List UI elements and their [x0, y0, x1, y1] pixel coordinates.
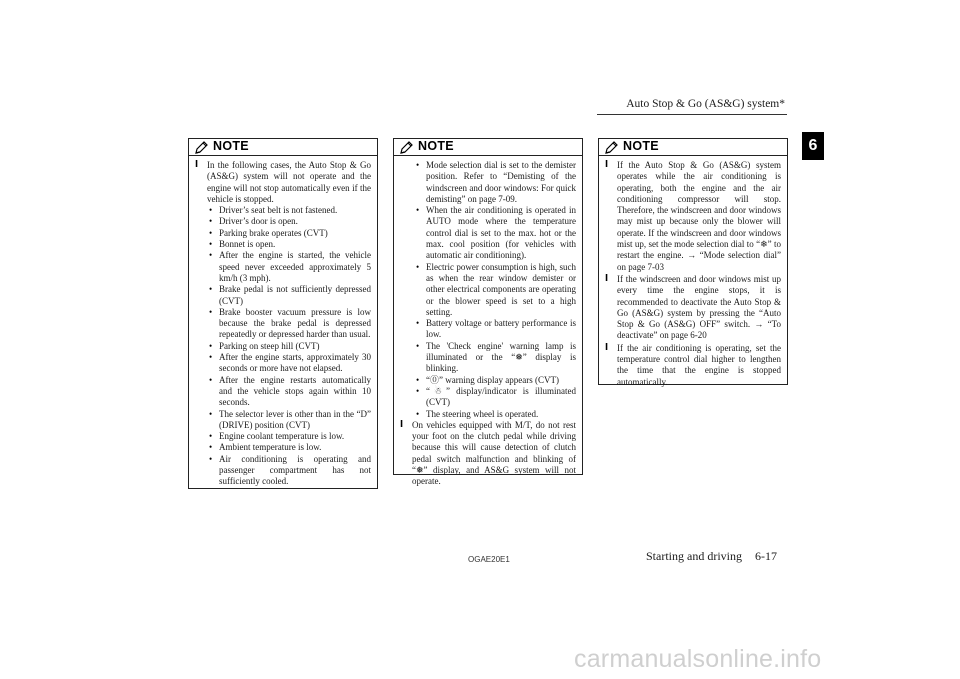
- sub-item: • Electric power consumption is high, such as when the rear window demister or other electrical components are operating or the blower speed is set to a high setting.: [416, 261, 576, 317]
- sub-item: • Brake pedal is not sufficiently depressed (CVT): [209, 284, 371, 306]
- sub-item: • Parking brake operates (CVT): [209, 227, 328, 238]
- sub-item: • Mode selection dial is set to the demister position. Refer to “Demisting of the windscreen and door windows: For quick demisting” on page 7-09.: [416, 160, 576, 204]
- sub-item: • Ambient temperature is low.: [209, 442, 322, 453]
- sub-item: • Battery voltage or battery performance is low.: [416, 318, 576, 340]
- note-pencil-icon: [195, 140, 209, 154]
- note-item: [605, 160, 781, 273]
- header-rule: [597, 114, 787, 115]
- filled-bullet-icon: l: [605, 342, 609, 353]
- sub-item: • Brake booster vacuum pressure is low because the brake pedal is depressed repeatedly or depressed harder than usual.: [209, 306, 371, 340]
- note-header: [394, 139, 582, 156]
- sub-item: • Driver’s door is open.: [209, 216, 298, 227]
- sub-item: • The selector lever is other than in the “D” (DRIVE) position (CVT): [209, 408, 371, 430]
- note-item: [605, 274, 781, 342]
- filled-bullet-icon: l: [195, 160, 199, 170]
- sub-list: [207, 205, 371, 487]
- note-item-text: If the Auto Stop & Go (AS&G) system operates while the air conditioning is operating, both the engine and the air conditioning compressor will stop. Therefore, the windscreen and door windows may mist up because only the blower will operate. If the windscreen and door windows mist up, set the mode selection dial to “❄” to restart the engine. → “Mode selection dial” on page 7-03: [617, 160, 781, 272]
- sub-item: • Driver’s seat belt is not fastened.: [209, 205, 338, 216]
- note-header: [189, 139, 377, 156]
- sub-item: • The steering wheel is operated.: [416, 408, 539, 419]
- sub-item: • “⓪” warning display appears (CVT): [416, 374, 559, 385]
- watermark: carmanualsonline.info: [574, 645, 822, 673]
- note-pencil-icon: [400, 140, 414, 154]
- page-number: 6-17: [755, 549, 777, 563]
- sub-item: • Bonnet is open.: [209, 239, 276, 250]
- sub-item: • Air conditioning is operating and passenger compartment has not sufficiently cooled.: [209, 453, 371, 487]
- note-item: [605, 343, 781, 388]
- filled-bullet-icon: l: [400, 419, 404, 430]
- note-item-text: If the air conditioning is operating, set the temperature control dial higher to lengthen the time that the engine is stopped automatically.: [617, 342, 781, 387]
- note-body: [599, 156, 787, 393]
- sub-item: • The 'Check engine' warning lamp is illuminated or the “❅” display is blinking.: [416, 340, 576, 374]
- note-title: NOTE: [418, 139, 454, 154]
- note-box-3: [598, 138, 788, 385]
- sub-item: • After the engine starts, approximately 30 seconds or more have not elapsed.: [209, 352, 371, 374]
- sub-item: • After the engine restarts automatically and the vehicle stops again within 10 seconds.: [209, 374, 371, 408]
- filled-bullet-icon: l: [605, 160, 609, 170]
- sub-item: • After the engine is started, the vehicle speed never exceeded approximately 5 km/h (3 mph).: [209, 250, 371, 283]
- document-code: OGAE20E1: [468, 555, 510, 564]
- note-title: NOTE: [623, 139, 659, 154]
- note-item: [400, 420, 576, 488]
- note-body: [394, 156, 582, 493]
- note-item: [195, 160, 371, 488]
- note-title: NOTE: [213, 139, 249, 154]
- sub-item: • Parking on steep hill (CVT): [209, 340, 320, 351]
- note-item-text: If the windscreen and door windows mist up every time the engine stops, it is recommended to deactivate the Auto Stop & Go (AS&G) system by pressing the “Auto Stop & Go (AS&G) OFF” switch. → “To deactivate” on page 6-20: [617, 273, 781, 341]
- filled-bullet-icon: l: [605, 273, 609, 284]
- note-item-text: In the following cases, the Auto Stop & Go (AS&G) system will not operate and the engine will not stop automatically even if the vehicle is stopped.: [207, 160, 371, 204]
- running-header: Auto Stop & Go (AS&G) system*: [626, 98, 785, 110]
- note-box-1: [188, 138, 378, 489]
- note-header: [599, 139, 787, 156]
- section-name: Starting and driving: [646, 549, 742, 563]
- note-pencil-icon: [605, 140, 619, 154]
- sub-list: [414, 160, 576, 420]
- sub-item: • When the air conditioning is operated in AUTO mode where the temperature control dial is set to the max. hot or the max. cool position (for vehicles with automatic air conditioning).: [416, 205, 576, 261]
- sub-item: • “☃” display/indicator is illuminated (CVT): [416, 385, 576, 408]
- note-body: [189, 156, 377, 493]
- note-box-2: [393, 138, 583, 487]
- sub-item: • Engine coolant temperature is low.: [209, 431, 345, 442]
- chapter-tab: 6: [802, 132, 824, 160]
- note-item-text: On vehicles equipped with M/T, do not rest your foot on the clutch pedal while driving because this will cause detection of clutch pedal switch malfunction and blinking of “❅” display, and AS&G system will not operate.: [412, 419, 576, 487]
